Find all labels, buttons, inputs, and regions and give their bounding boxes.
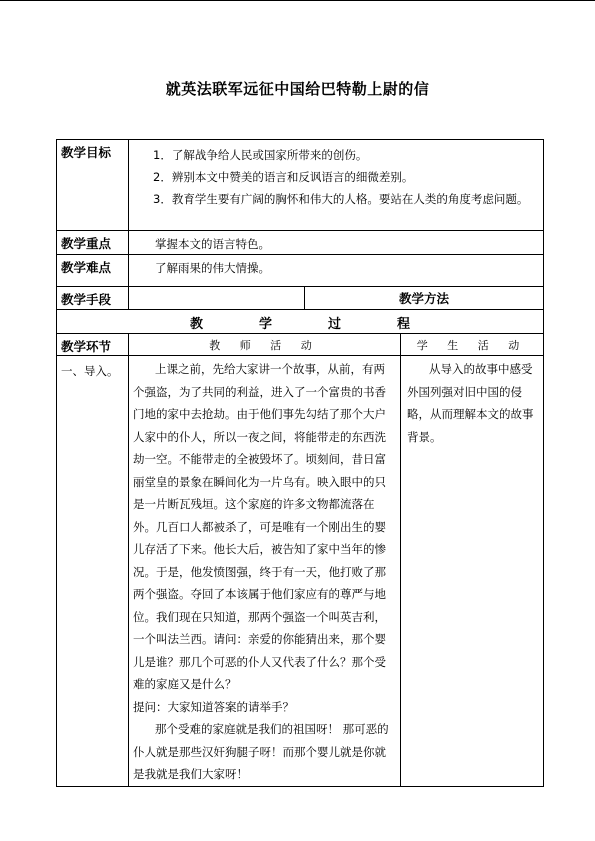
goals-content [129,140,544,231]
goals-label: 教学目标 [57,140,129,231]
teacher-paragraph: 那个受难的家庭就是我们的祖国呀！ 那可恶的仆人就是那些汉奸狗腿子呀！而那个婴儿就是你就是我就是我们大家呀！ [133,722,389,781]
difficulty-label: 教学难点 [57,255,129,287]
goal-item: 1．了解战争给人民或国家所带来的创伤。 [153,148,368,162]
student-column-header: 学 生 活 动 [401,334,544,356]
stage-cell: 一、导入。 [57,356,129,787]
process-char: 教 [189,317,203,332]
goals-row [57,140,544,231]
top-rule [0,0,595,1]
intro-row [57,356,544,787]
method-label: 教学方法 [305,287,544,310]
process-char: 学 [259,317,273,332]
process-row [57,310,544,334]
teacher-paragraph: 上课之前，先给大家讲一个故事，从前，有两个强盗，为了共同的利益，进入了一个富贵的书香门地的家中去抢劫。由于他们事先勾结了那个大户人家中的仆人，所以一夜之间，将能带走的东西洗劫一空。不能带走的全被毁坏了。顷刻间，昔日富丽堂皇的景象在瞬间化为一片乌有。映入眼中的只是一片断瓦残垣。这个家庭的许多文物都流落在外。几百口人都被杀了，可是唯有一个刚出生的婴儿存活了下来。他长大后，被告知了家中当年的惨况。于是，他发愤图强，终于有一天，他打败了那两个强盗。夺回了本该属于他们家应有的尊严与地位。我们现在只知道，那两个强盗一个叫英吉利，一个叫法兰西。请问：亲爱的你能猜出来，那个婴儿是谁？那几个可恶的仆人又代表了什么？那个受难的家庭又是什么？ [133,362,386,691]
difficulty-text: 了解雨果的伟大情操。 [129,255,544,287]
means-value [129,287,305,310]
teacher-column-header: 教 师 活 动 [129,334,401,356]
goal-item: 3．教育学生要有广阔的胸怀和伟大的人格。要站在人类的角度考虑问题。 [153,192,529,206]
key-point-row [57,231,544,255]
means-label: 教学手段 [57,287,129,310]
means-row [57,287,544,310]
student-activity-cell: 从导入的故事中感受外国列强对旧中国的侵略，从而理解本文的故事背景。 [401,356,544,787]
process-char: 过 [328,317,342,332]
key-point-text: 掌握本文的语言特色。 [129,231,544,255]
process-char: 程 [397,317,411,332]
key-point-label: 教学重点 [57,231,129,255]
column-header-row [57,334,544,356]
difficulty-row [57,255,544,287]
teacher-paragraph: 提问：大家知道答案的请举手？ [133,699,294,714]
page-title: 就英法联军远征中国给巴特勒上尉的信 [165,80,430,98]
stage-column-header: 教学环节 [57,334,129,356]
goal-item: 2．辨别本文中赞美的语言和反讽语言的细微差别。 [153,170,414,184]
process-heading [57,310,544,334]
lesson-plan-table [56,139,544,787]
teacher-activity-cell [129,356,401,787]
